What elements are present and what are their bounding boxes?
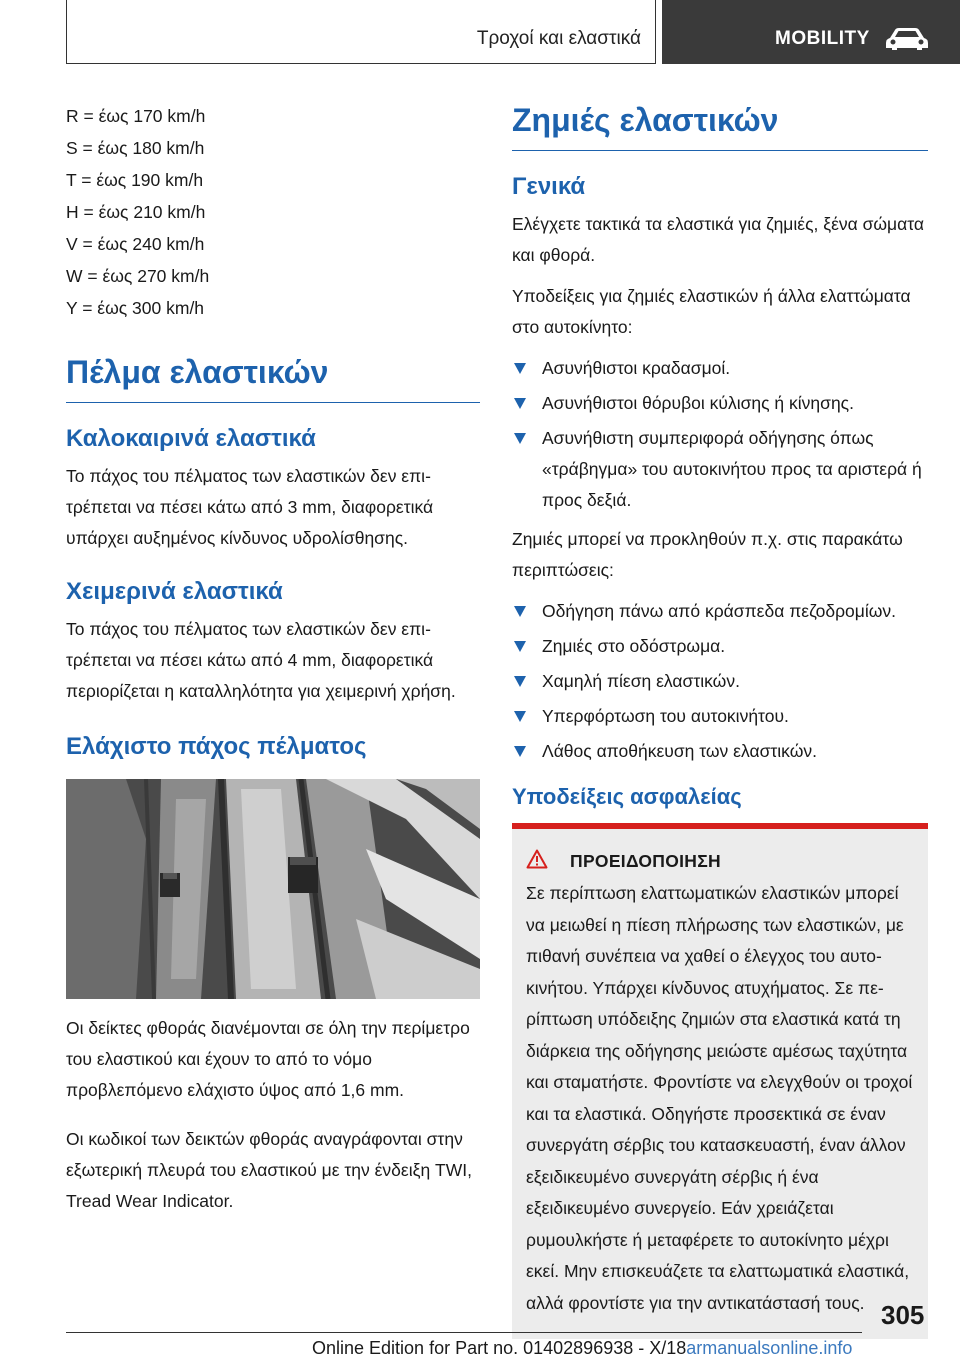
triangle-bullet-icon	[514, 711, 526, 722]
footer-edition	[312, 1338, 852, 1359]
category-label: MOBILITY	[775, 28, 870, 49]
watermark: armanualsonline.info	[686, 1338, 853, 1358]
speed-code: V = έως 240 km/h	[66, 234, 205, 254]
speed-code: R = έως 170 km/h	[66, 106, 206, 126]
page-number: 305	[881, 1300, 925, 1330]
list-item: Οδήγηση πάνω από κράσπεδα πεζοδρομίων.	[512, 596, 928, 627]
warning-text: Σε περίπτωση ελαττωματικών ελαστικών μπορεί να μειωθεί η πίεση πλήρωσης των ελαστικών, με πιθανή συνέπεια να χαθεί ο έλεγχος του αυτοκινήτου. Υπάρχει κίνδυνος ατυχήματος. Σε περίπτωση υπόδειξης ζημιών στα ελαστικά κατά τη διάρκεια της οδήγησης μειώστε αμέσως ταχύτητα και σταματήστε. Φροντίστε να ελεγχθούν οι τροχοί και τα ελαστικά. Οδηγήστε προσεκτικά σε έναν συνεργάτη σέρβις του κατασκευαστή, έναν άλλον εξειδικευμένο συνεργάτη σέρβις ή ένα εξειδικευμένο συνεργείο. Εάν χρειάζεται ρυμουλκήστε ή μεταφέρετε το αυτοκίνητο μέχρι εκεί. Μην επισκευάζετε τα ελαττωματικά ελαστικά, αλλά φροντίστε για την αντικατάστασή τους.	[526, 883, 913, 1313]
winter-tires-text: Το πάχος του πέλματος των ελαστικών δεν επιτρέπεται να πέσει κάτω από 4 mm, διαφορετικά περιορίζεται η καταλληλότητα για χειμερινή χρήση.	[66, 619, 456, 701]
list-item: Υπερφόρτωση του αυτοκινήτου.	[512, 701, 928, 732]
damage-causes-list	[512, 596, 928, 767]
speed-code: W = έως 270 km/h	[66, 266, 210, 286]
min-tread-heading: Ελάχιστο πάχος πέλματος	[66, 733, 367, 760]
summer-tires-text: Το πάχος του πέλματος των ελαστικών δεν επιτρέπεται να πέσει κάτω από 3 mm, διαφορετικά υπάρχει αυξημένος κίνδυνος υδρολίσθησης.	[66, 466, 434, 548]
safety-heading: Υποδείξεις ασφαλείας	[512, 784, 742, 809]
winter-tires-heading: Χειμερινά ελαστικά	[66, 578, 283, 605]
min-tread-text: Οι δείκτες φθοράς διανέμονται σε όλη την περίμετρο του ελαστικού και έχουν το από το νόμο προβλεπόμενο ελάχιστο ύψος από 1,6 mm.	[66, 1018, 470, 1100]
edition-text: Online Edition for Part no. 01402896938 - X/18	[312, 1338, 687, 1358]
tread-wear-indicator-illustration	[66, 779, 480, 999]
triangle-bullet-icon	[514, 433, 526, 444]
triangle-bullet-icon	[514, 676, 526, 687]
triangle-bullet-icon	[514, 606, 526, 617]
list-item: Ασυνήθιστοι κραδασμοί.	[512, 353, 928, 384]
left-column	[66, 100, 480, 1227]
warning-box	[512, 823, 928, 1339]
header-category-tab	[662, 0, 960, 64]
header-section-tab	[66, 0, 656, 64]
right-column	[512, 100, 928, 1339]
twi-text: Οι κωδικοί των δεικτών φθοράς αναγράφονται στην εξωτερική πλευρά του ελαστικού με την ένδειξη TWI, Tread Wear Indicator.	[66, 1129, 472, 1211]
summer-tires-heading: Καλοκαιρινά ελαστικά	[66, 425, 316, 452]
damage-causes-intro: Ζημιές μπορεί να προκληθούν π.χ. στις παρακάτω περιπτώσεις:	[512, 529, 903, 580]
list-item: Ζημιές στο οδόστρωμα.	[512, 631, 928, 662]
general-heading: Γενικά	[512, 173, 586, 200]
triangle-bullet-icon	[514, 641, 526, 652]
triangle-bullet-icon	[514, 398, 526, 409]
warning-title: ΠΡΟΕΙΔΟΠΟΙΗΣΗ	[570, 851, 721, 871]
speed-code: S = έως 180 km/h	[66, 138, 205, 158]
warning-triangle-icon	[526, 849, 548, 874]
speed-code: Y = έως 300 km/h	[66, 298, 205, 318]
warning-header	[526, 849, 914, 874]
speed-code: T = έως 190 km/h	[66, 170, 204, 190]
triangle-bullet-icon	[514, 746, 526, 757]
footer-divider	[66, 1332, 862, 1333]
damage-signs-list	[512, 353, 928, 516]
list-item: Ασυνήθιστη συμπεριφορά οδήγησης όπως «τράβηγμα» του αυτοκινήτου προς τα αριστερά ή προς δεξιά.	[512, 423, 928, 516]
list-item: Χαμηλή πίεση ελαστικών.	[512, 666, 928, 697]
list-item: Ασυνήθιστοι θόρυβοι κύλισης ή κίνησης.	[512, 388, 928, 419]
tire-damage-heading: Ζημιές ελαστικών	[512, 100, 928, 151]
triangle-bullet-icon	[514, 363, 526, 374]
speed-code-list	[66, 100, 480, 324]
section-title: Τροχοί και ελαστικά	[476, 28, 641, 49]
tread-heading: Πέλμα ελαστικών	[66, 352, 480, 403]
damage-signs-intro: Υποδείξεις για ζημιές ελαστικών ή άλλα ελαττώματα στο αυτοκίνητο:	[512, 286, 911, 337]
list-item: Λάθος αποθήκευση των ελαστικών.	[512, 736, 928, 767]
general-text: Ελέγχετε τακτικά τα ελαστικά για ζημιές, ξένα σώματα και φθορά.	[512, 214, 925, 265]
car-icon	[884, 26, 930, 57]
speed-code: H = έως 210 km/h	[66, 202, 206, 222]
